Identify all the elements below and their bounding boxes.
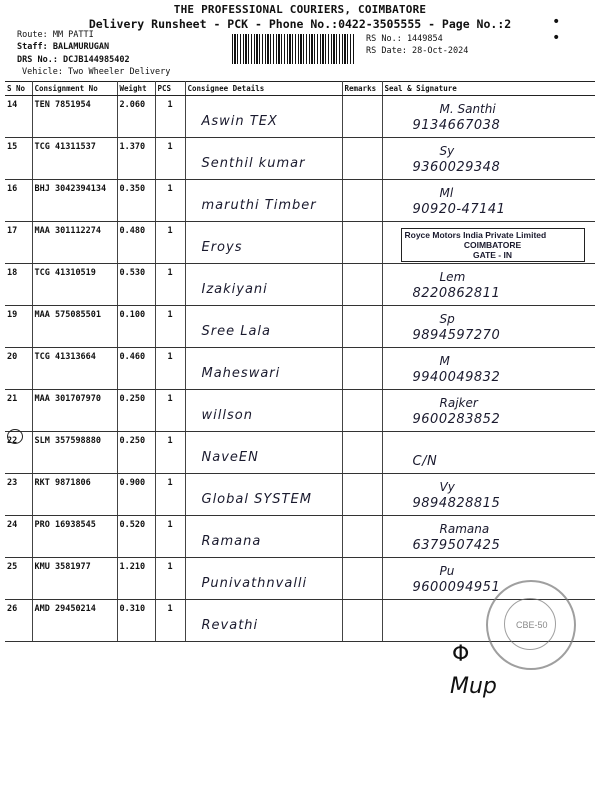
row-sno: 23 xyxy=(5,474,32,516)
row-consignee-cell xyxy=(185,138,342,180)
row-sno: 21 xyxy=(5,390,32,432)
consignee-name: Eroys xyxy=(201,240,243,255)
row-sno: 26 xyxy=(5,600,32,642)
row-weight: 0.250 xyxy=(117,432,155,474)
col-signature: Seal & Signature xyxy=(382,82,595,96)
row-remarks xyxy=(342,558,382,600)
row-weight: 0.460 xyxy=(117,348,155,390)
row-consignment-no: MAA 301112274 xyxy=(32,222,117,264)
col-pcs: PCS xyxy=(155,82,185,96)
row-weight: 1.370 xyxy=(117,138,155,180)
consignee-name: Revathi xyxy=(201,618,259,633)
consignee-name: NaveEN xyxy=(201,450,259,465)
vehicle-label: Vehicle: Two Wheeler Delivery xyxy=(22,67,171,77)
signature-scribble: Pu xyxy=(439,564,455,578)
row-weight: 0.900 xyxy=(117,474,155,516)
row-pcs: 1 xyxy=(155,306,185,348)
row-consignee-cell xyxy=(185,558,342,600)
runsheet-subtitle: Delivery Runsheet - PCK - Phone No.:0422-3505555 - Page No.:2 xyxy=(88,17,512,31)
col-weight: Weight xyxy=(117,82,155,96)
row-weight: 0.310 xyxy=(117,600,155,642)
table-row xyxy=(5,96,595,138)
receiver-phone: 9894828815 xyxy=(412,496,501,511)
row-consignment-no: MAA 575085501 xyxy=(32,306,117,348)
row-remarks xyxy=(342,348,382,390)
col-remarks: Remarks xyxy=(342,82,382,96)
signature-scribble: Ramana xyxy=(439,522,490,536)
stamp-line: COIMBATORE xyxy=(463,240,522,250)
row-weight: 2.060 xyxy=(117,96,155,138)
runsheet-table xyxy=(5,81,595,642)
row-sno: 24 xyxy=(5,516,32,558)
row-pcs: 1 xyxy=(155,516,185,558)
row-pcs: 1 xyxy=(155,138,185,180)
table-row xyxy=(5,348,595,390)
receiver-phone: 6379507425 xyxy=(412,538,501,553)
row-consignment-no: SLM 357598880 xyxy=(32,432,117,474)
row-remarks xyxy=(342,306,382,348)
row-consignee-cell xyxy=(185,516,342,558)
barcode xyxy=(232,34,354,64)
signature-scribble: Rajker xyxy=(439,396,478,410)
drs-label: DRS No.: DCJB144985402 xyxy=(17,55,130,65)
table-row xyxy=(5,264,595,306)
row-consignee-cell xyxy=(185,432,342,474)
consignee-name: Izakiyani xyxy=(201,282,268,297)
row-weight: 0.250 xyxy=(117,390,155,432)
row-remarks xyxy=(342,432,382,474)
row-weight: 0.530 xyxy=(117,264,155,306)
consignee-name: maruthi Timber xyxy=(201,198,317,213)
row-sno: 20 xyxy=(5,348,32,390)
row-signature-cell xyxy=(382,516,595,558)
row-consignment-no: PRO 16938545 xyxy=(32,516,117,558)
row-consignee-cell xyxy=(185,474,342,516)
consignee-name: Punivathnvalli xyxy=(201,576,308,591)
receiver-phone: 90920-47141 xyxy=(412,202,506,217)
row-weight: 1.210 xyxy=(117,558,155,600)
row-sno: 25 xyxy=(5,558,32,600)
row-consignee-cell xyxy=(185,306,342,348)
consignee-name: Global SYSTEM xyxy=(201,492,312,507)
row-signature-cell xyxy=(382,306,595,348)
seal-text: CBE-50 xyxy=(516,620,548,630)
corner-dots: • • xyxy=(552,14,581,46)
rs-number: RS No.: 1449854 xyxy=(366,34,443,44)
table-row xyxy=(5,222,595,264)
table-row xyxy=(5,432,595,474)
row-remarks xyxy=(342,600,382,642)
row-weight: 0.480 xyxy=(117,222,155,264)
row-consignee-cell xyxy=(185,348,342,390)
row-remarks xyxy=(342,96,382,138)
signature-scribble: M xyxy=(439,354,450,368)
table-row xyxy=(5,390,595,432)
row-pcs: 1 xyxy=(155,558,185,600)
row-remarks xyxy=(342,222,382,264)
signature-scribble: M. Santhi xyxy=(439,102,496,116)
receiver-phone: 9600283852 xyxy=(412,412,501,427)
row-signature-cell xyxy=(382,432,595,474)
row-consignee-cell xyxy=(185,600,342,642)
receiver-phone: 9600094951 xyxy=(412,580,501,595)
round-seal-stamp xyxy=(486,580,576,670)
row-remarks xyxy=(342,138,382,180)
row-consignment-no: KMU 3581977 xyxy=(32,558,117,600)
consignee-name: willson xyxy=(201,408,253,423)
route-label: Route: MM PATTI xyxy=(17,30,94,40)
consignee-name: Aswin TEX xyxy=(201,114,278,129)
page-title: THE PROFESSIONAL COURIERS, COIMBATORE xyxy=(173,3,427,16)
row-pcs: 1 xyxy=(155,600,185,642)
rs-date: RS Date: 28-Oct-2024 xyxy=(366,46,469,56)
row-remarks xyxy=(342,474,382,516)
row-pcs: 1 xyxy=(155,264,185,306)
receiver-phone: 9940049832 xyxy=(412,370,501,385)
row-weight: 0.350 xyxy=(117,180,155,222)
row-consignment-no: MAA 301707970 xyxy=(32,390,117,432)
receiver-phone: 9360029348 xyxy=(412,160,501,175)
table-header-row xyxy=(5,82,595,96)
row-signature-cell xyxy=(382,348,595,390)
row-sno: 17 xyxy=(5,222,32,264)
col-sno: S No xyxy=(5,82,32,96)
row-remarks xyxy=(342,390,382,432)
row-sno: 16 xyxy=(5,180,32,222)
table-row xyxy=(5,138,595,180)
receiver-phone: 9134667038 xyxy=(412,118,501,133)
row-sno: 18 xyxy=(5,264,32,306)
row-pcs: 1 xyxy=(155,96,185,138)
row-pcs: 1 xyxy=(155,180,185,222)
table-row xyxy=(5,306,595,348)
row-consignment-no: TCG 41310519 xyxy=(32,264,117,306)
row-signature-cell xyxy=(382,264,595,306)
col-consignee: Consignee Details xyxy=(185,82,342,96)
row-sno: 22 xyxy=(5,432,32,474)
row-pcs: 1 xyxy=(155,390,185,432)
row-consignee-cell xyxy=(185,180,342,222)
row-sno: 14 xyxy=(5,96,32,138)
row-consignment-no: TCG 41311537 xyxy=(32,138,117,180)
row-signature-cell xyxy=(382,390,595,432)
row-remarks xyxy=(342,180,382,222)
consignee-name: Maheswari xyxy=(201,366,281,381)
row-weight: 0.100 xyxy=(117,306,155,348)
row-remarks xyxy=(342,264,382,306)
consignee-name: Ramana xyxy=(201,534,262,549)
row-pcs: 1 xyxy=(155,222,185,264)
receiver-phone: C/N xyxy=(412,454,438,469)
row-signature-cell xyxy=(382,96,595,138)
row-consignment-no: AMD 29450214 xyxy=(32,600,117,642)
signature-scribble: Sy xyxy=(439,144,455,158)
row-consignee-cell xyxy=(185,264,342,306)
row-consignee-cell xyxy=(185,222,342,264)
signature-scribble: Sp xyxy=(439,312,455,326)
row-sno: 19 xyxy=(5,306,32,348)
row-pcs: 1 xyxy=(155,432,185,474)
consignee-name: Sree Lala xyxy=(201,324,272,339)
stamp-line: Royce Motors India Private Limited xyxy=(404,230,547,240)
row-consignment-no: TCG 41313664 xyxy=(32,348,117,390)
signature-scribble: Vy xyxy=(439,480,455,494)
table-row xyxy=(5,180,595,222)
row-pcs: 1 xyxy=(155,474,185,516)
receiver-phone: 8220862811 xyxy=(412,286,501,301)
row-remarks xyxy=(342,516,382,558)
row-signature-cell xyxy=(382,222,595,264)
row-signature-cell xyxy=(382,474,595,516)
footer-mark: Φ xyxy=(452,642,470,667)
table-row xyxy=(5,516,595,558)
signature-scribble: Ml xyxy=(439,186,454,200)
row-consignment-no: RKT 9871806 xyxy=(32,474,117,516)
staff-label: Staff: BALAMURUGAN xyxy=(17,42,110,52)
signature-scribble: Lem xyxy=(439,270,466,284)
table-row xyxy=(5,474,595,516)
row-sno: 15 xyxy=(5,138,32,180)
row-signature-cell xyxy=(382,180,595,222)
consignee-name: Senthil kumar xyxy=(201,156,306,171)
row-consignee-cell xyxy=(185,96,342,138)
receiver-phone: 9894597270 xyxy=(412,328,501,343)
row-weight: 0.520 xyxy=(117,516,155,558)
company-stamp xyxy=(401,228,585,262)
circled-mark xyxy=(7,429,23,444)
row-consignment-no: BHJ 3042394134 xyxy=(32,180,117,222)
stamp-line: GATE - IN xyxy=(472,250,513,260)
row-consignment-no: TEN 7851954 xyxy=(32,96,117,138)
row-consignee-cell xyxy=(185,390,342,432)
footer-signature: Mup xyxy=(450,674,497,699)
row-pcs: 1 xyxy=(155,348,185,390)
row-signature-cell xyxy=(382,138,595,180)
col-consignment: Consignment No xyxy=(32,82,117,96)
